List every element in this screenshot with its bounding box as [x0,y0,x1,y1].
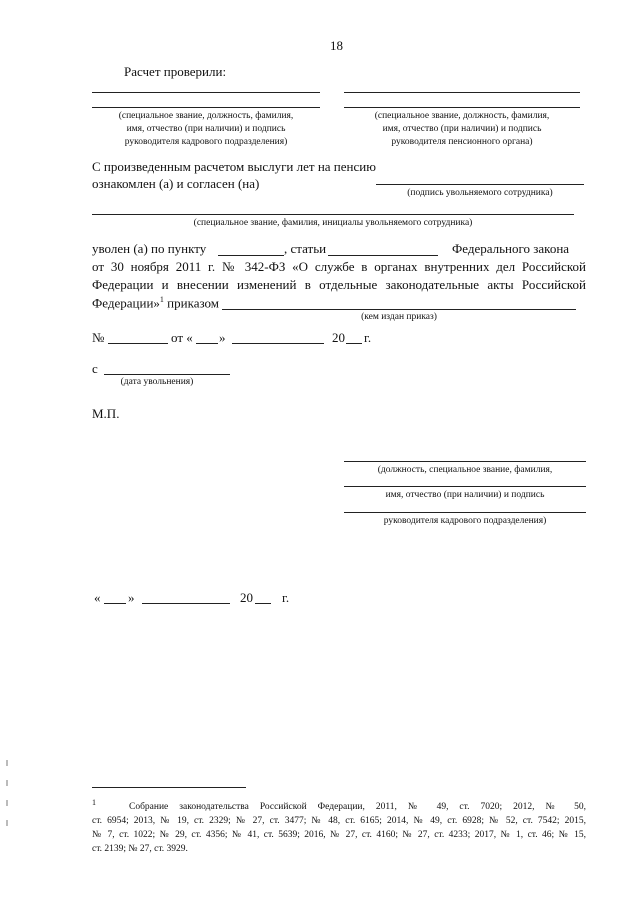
law-line-3: Федерации и внесении изменений в отдельные законодательные акты Российской [92,277,586,292]
checked-label: Расчет проверили: [124,64,227,79]
head-signature-line-2[interactable] [344,486,586,487]
signature-line-left-1[interactable] [92,92,320,93]
head-signature-line-3[interactable] [344,512,586,513]
federal-law-label: Федерального закона [452,241,570,256]
dismissal-from-label: с [92,361,98,376]
page-number: 18 [330,38,343,53]
caption-head-2: имя, отчество (при наличии) и подпись [385,490,545,500]
caption-dismissal-date: (дата увольнения) [120,377,194,387]
caption-head-1: (должность, специальное звание, фамилия, [377,465,553,475]
date-year-prefix: 20 [240,590,253,605]
signature-line-left-2[interactable] [92,107,320,108]
signature-line-right-1[interactable] [344,92,580,93]
date-year-suffix: г. [282,590,290,605]
caption-head-3: руководителя кадрового подразделения) [383,516,547,526]
head-signature-line-1[interactable] [344,461,586,462]
order-from-label: от « [171,330,193,345]
footnote: $^1$ Собрание законодательства Российской Федерации, 2011, № 49, ст. 7020; 2012, № 50, ст. 6954; 2013, № 19, ст. 2329; № 27, ст. 3477; № 48, ст. 6165; 2014, № 49, ст. 6928; № 52, ст. 7542; 2015, № 7, ст. 1022; № 29, ст. 4356; № 41, ст. 5639; 2016, № 27, ст. 4160; № 27, ст. 4233; 2017, № 1, ст. 46; № 15, ст. 2139; № 27, ст. 3929. [92,798,586,855]
order-number-field[interactable] [108,343,168,344]
date-quote-close: » [128,590,135,605]
date-year-field[interactable] [255,603,271,604]
order-number-label: № [92,330,105,345]
caption-order-issuer: (кем издан приказ) [361,312,437,322]
order-issuer-field[interactable] [222,309,576,310]
footnote-ref: 1 [159,295,164,304]
order-month-field[interactable] [232,343,324,344]
caption-employee-rank: (специальное звание, фамилия, инициалы увольняемого сотрудника) [193,218,473,228]
stamp-label: М.П. [92,406,120,421]
article-label: , статьи [284,241,327,256]
date-quote-open: « [94,590,101,605]
employee-rank-line[interactable] [92,214,574,215]
caption-hr-head: (специальное звание, должность, фамилия, имя, отчество (при наличии) и подпись руководителя кадрового подразделения) [118,111,294,147]
order-quote-close: » [219,330,226,345]
footnote-separator [92,787,246,788]
footnote-mark: 1 [92,798,96,807]
dismissed-by-clause-label: уволен (а) по пункту [92,241,207,256]
clause-field[interactable] [218,255,284,256]
signature-line-right-2[interactable] [344,107,580,108]
date-month-field[interactable] [142,603,230,604]
article-field[interactable] [328,255,438,256]
employee-signature-line[interactable] [376,184,584,185]
order-year-prefix: 20 [332,330,345,345]
scan-margin-marks [6,760,8,840]
caption-pension-head: (специальное звание, должность, фамилия, имя, отчество (при наличии) и подпись руководителя пенсионного органа) [374,111,550,147]
order-year-field[interactable] [346,343,362,344]
order-year-suffix: г. [364,330,372,345]
law-line-4: Федерации»$^1$ приказом [92,295,219,311]
acquainted-line-1: С произведенным расчетом выслуги лет на пенсию [92,159,376,174]
law-line-2: от 30 ноября 2011 г. № 342-ФЗ «О службе в органах внутренних дел Российской [92,259,586,274]
caption-employee-signature: (подпись увольняемого сотрудника) [407,188,553,198]
acquainted-line-2: ознакомлен (а) и согласен (на) [92,176,260,191]
dismissal-date-field[interactable] [104,374,230,375]
date-day-field[interactable] [104,603,126,604]
order-day-field[interactable] [196,343,218,344]
